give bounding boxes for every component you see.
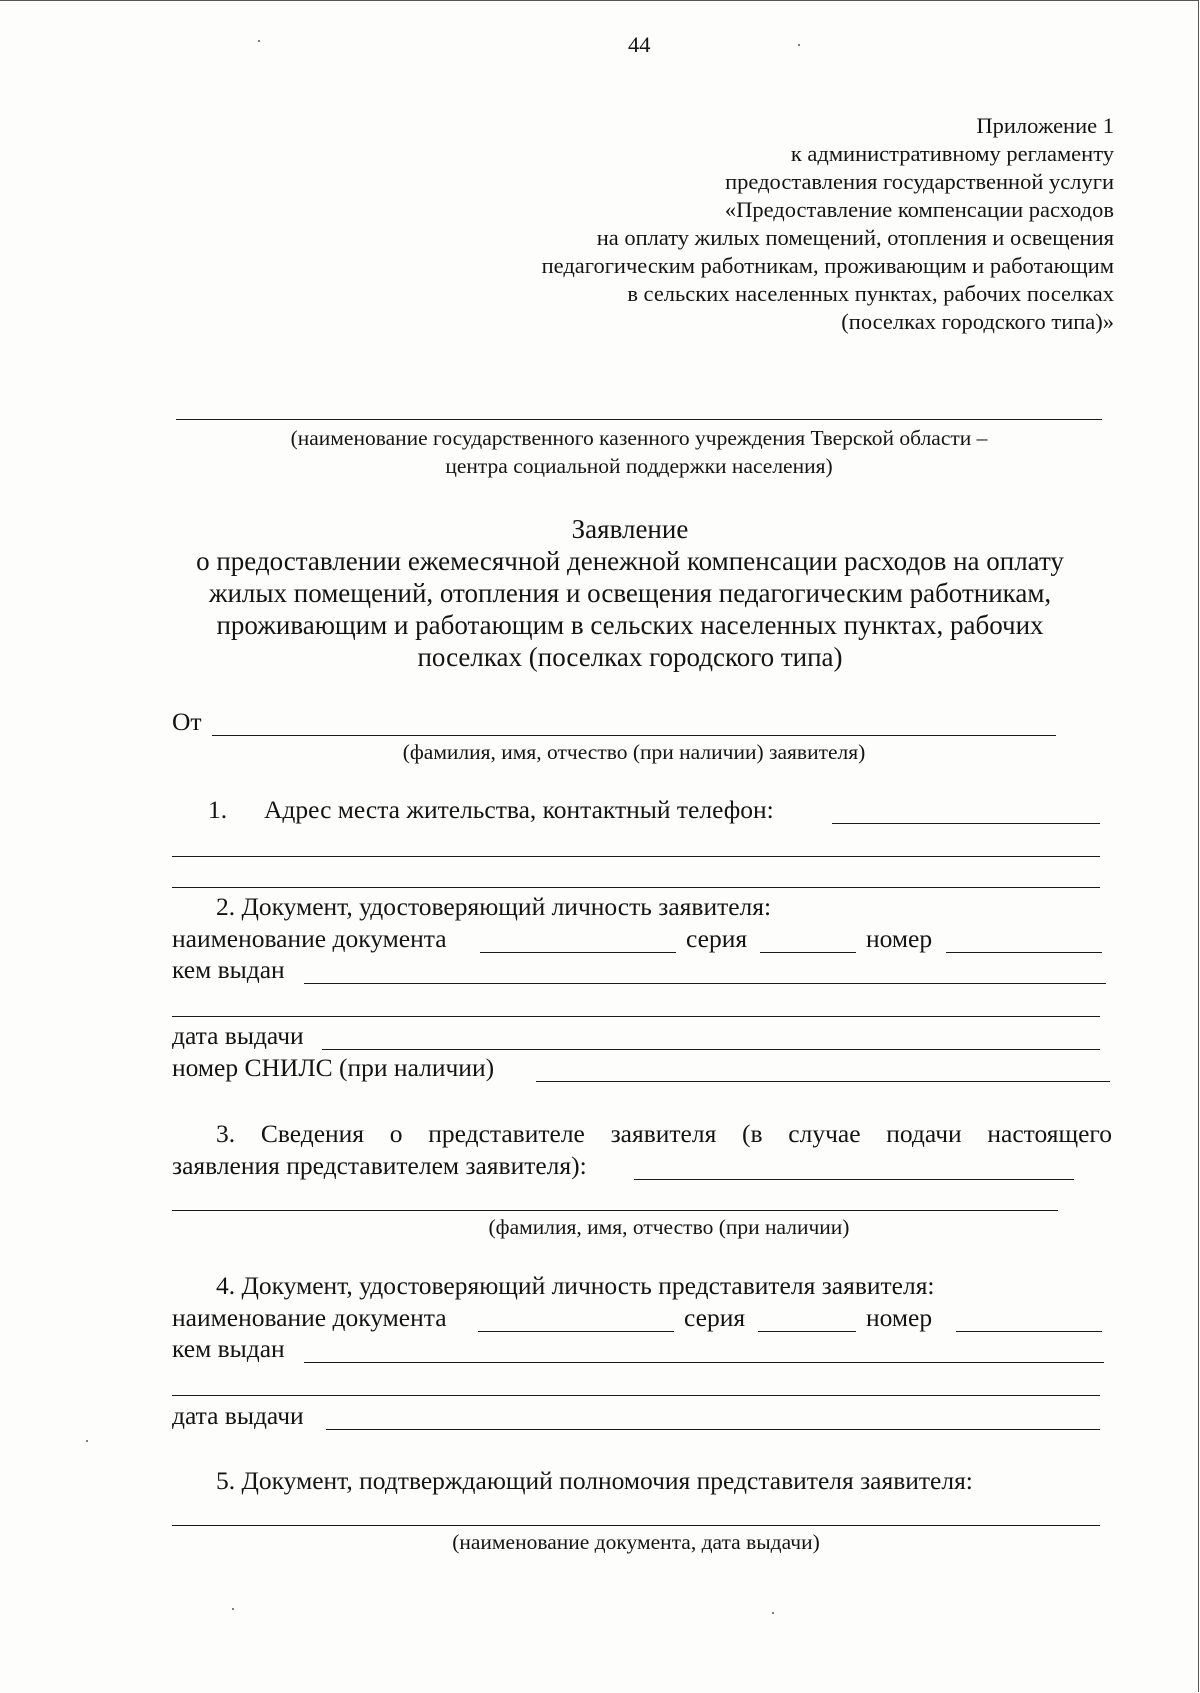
title-heading: Заявление (571, 514, 689, 544)
title-line: поселках (поселках городского типа) (417, 642, 843, 672)
annex-line: в сельских населенных пунктах, рабочих поселках (627, 281, 1114, 306)
from-hint: (фамилия, имя, отчество (при наличии) заявителя) (402, 740, 866, 764)
section2-issue-date-label: дата выдачи (172, 1021, 304, 1050)
annex-header (542, 112, 1114, 336)
section2-doc-name-field[interactable] (480, 952, 676, 953)
section2-snils-label: номер СНИЛС (при наличии) (172, 1053, 495, 1082)
title-line: проживающим и работающим в сельских населенных пунктах, рабочих (216, 610, 1044, 640)
document-title (150, 513, 1110, 673)
section2-issued-by-field-line2[interactable] (172, 1016, 1100, 1017)
section4-issue-date-field[interactable] (326, 1429, 1100, 1430)
annex-line: педагогическим работникам, проживающим и работающим (541, 253, 1114, 278)
section4-doc-name-label: наименование документа (172, 1303, 447, 1332)
scan-speck (798, 44, 800, 46)
section4-series-label: серия (684, 1303, 746, 1332)
section5-heading: 5. Документ, подтверждающий полномочия представителя заявителя: (216, 1466, 973, 1495)
section2-number-label: номер (866, 924, 933, 953)
address-field[interactable] (832, 823, 1100, 824)
section3-line1: 3. Сведения о представителе заявителя (в случае подачи настоящего (216, 1119, 1112, 1148)
annex-line: предоставления государственной услуги (725, 169, 1114, 194)
representative-field[interactable] (634, 1179, 1074, 1180)
section2-number-field[interactable] (946, 952, 1102, 953)
title-line: о предоставлении ежемесячной денежной компенсации расходов на оплату (196, 546, 1064, 576)
section4-issued-by-field[interactable] (304, 1362, 1104, 1363)
from-label: От (172, 707, 202, 736)
section1-number: 1. (208, 795, 228, 824)
annex-line: на оплату жилых помещений, отопления и освещения (596, 225, 1114, 250)
address-field-line3[interactable] (172, 887, 1100, 888)
section2-issue-date-field[interactable] (322, 1049, 1100, 1050)
section3-line2: заявления представителем заявителя): (172, 1151, 587, 1180)
section2-series-field[interactable] (760, 952, 856, 953)
authority-document-field[interactable] (172, 1525, 1100, 1526)
scan-speck (232, 1608, 234, 1610)
section4-doc-name-field[interactable] (478, 1331, 674, 1332)
section1-label: Адрес места жительства, контактный телефон: (264, 795, 774, 824)
section4-number-field[interactable] (956, 1331, 1102, 1332)
section2-issued-by-label: кем выдан (172, 955, 285, 984)
section4-issue-date-label: дата выдачи (172, 1401, 304, 1430)
section4-heading: 4. Документ, удостоверяющий личность представителя заявителя: (216, 1271, 935, 1300)
annex-line: к административному регламенту (790, 141, 1114, 166)
scan-speck (258, 40, 260, 42)
title-line: жилых помещений, отопления и освещения педагогическим работникам, (208, 578, 1052, 608)
section4-issued-by-label: кем выдан (172, 1334, 285, 1363)
section2-issued-by-field[interactable] (304, 983, 1106, 984)
page-number: 44 (628, 32, 651, 57)
address-field-line2[interactable] (172, 856, 1100, 857)
section5-hint: (наименование документа, дата выдачи) (452, 1530, 820, 1554)
section3-hint: (фамилия, имя, отчество (при наличии) (488, 1215, 850, 1239)
institution-hint (176, 424, 1102, 480)
section4-issued-by-field-line2[interactable] (172, 1395, 1100, 1396)
section4-series-field[interactable] (758, 1331, 856, 1332)
annex-line: Приложение 1 (976, 113, 1114, 138)
section2-heading: 2. Документ, удостоверяющий личность заявителя: (216, 892, 772, 921)
institution-hint-line: центра социальной поддержки населения) (445, 454, 833, 478)
scan-speck (772, 1612, 774, 1614)
section4-number-label: номер (866, 1303, 933, 1332)
scan-speck (86, 1440, 88, 1442)
institution-hint-line: (наименование государственного казенного учреждения Тверской области – (290, 426, 988, 450)
annex-line: (поселках городского типа)» (841, 309, 1114, 334)
annex-line: «Предоставление компенсации расходов (724, 197, 1114, 222)
section2-series-label: серия (686, 924, 748, 953)
institution-name-field[interactable] (176, 419, 1102, 420)
section2-snils-field[interactable] (536, 1081, 1110, 1082)
applicant-name-field[interactable] (212, 735, 1056, 736)
representative-name-field[interactable] (172, 1210, 1058, 1211)
section2-doc-name-label: наименование документа (172, 924, 447, 953)
